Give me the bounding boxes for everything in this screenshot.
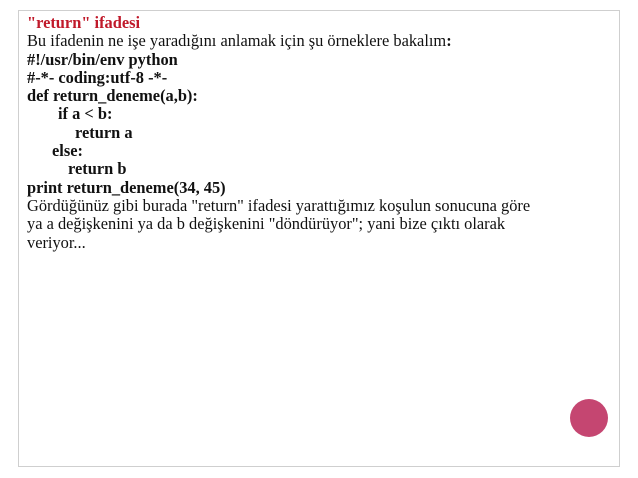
frame-top-border bbox=[18, 10, 620, 11]
frame-left-border bbox=[18, 10, 19, 467]
code-line-shebang: #!/usr/bin/env python bbox=[27, 49, 178, 69]
code-line-coding: #-*- coding:utf-8 -*- bbox=[27, 67, 168, 87]
intro-line bbox=[27, 32, 607, 50]
code-line-return-a: return a bbox=[75, 122, 133, 142]
explanation-line-3: veriyor... bbox=[27, 232, 86, 252]
code-line-return-b: return b bbox=[68, 159, 127, 179]
slide-title: "return" ifadesi bbox=[27, 13, 141, 32]
explanation-line-2: ya a değişkenini ya da b değişkenini "döndürüyor"; yani bize çıktı olarak bbox=[27, 214, 506, 234]
frame-right-border bbox=[619, 10, 620, 467]
code-line-print: print return_deneme(34, 45) bbox=[27, 177, 226, 197]
code-line-def: def return_deneme(a,b): bbox=[27, 86, 198, 106]
explanation-line-1: Gördüğünüz gibi burada "return" ifadesi yarattığımız koşulun sonucuna göre bbox=[27, 195, 531, 215]
frame-bottom-border bbox=[18, 466, 620, 467]
intro-text: Bu ifadenin ne işe yaradığını anlamak için şu örneklere bakalım bbox=[27, 31, 447, 51]
intro-colon: : bbox=[446, 31, 452, 51]
accent-circle-decoration bbox=[570, 399, 608, 437]
code-line-if: if a < b: bbox=[58, 104, 113, 124]
slide-content bbox=[27, 14, 607, 252]
code-line-else: else: bbox=[52, 141, 83, 161]
